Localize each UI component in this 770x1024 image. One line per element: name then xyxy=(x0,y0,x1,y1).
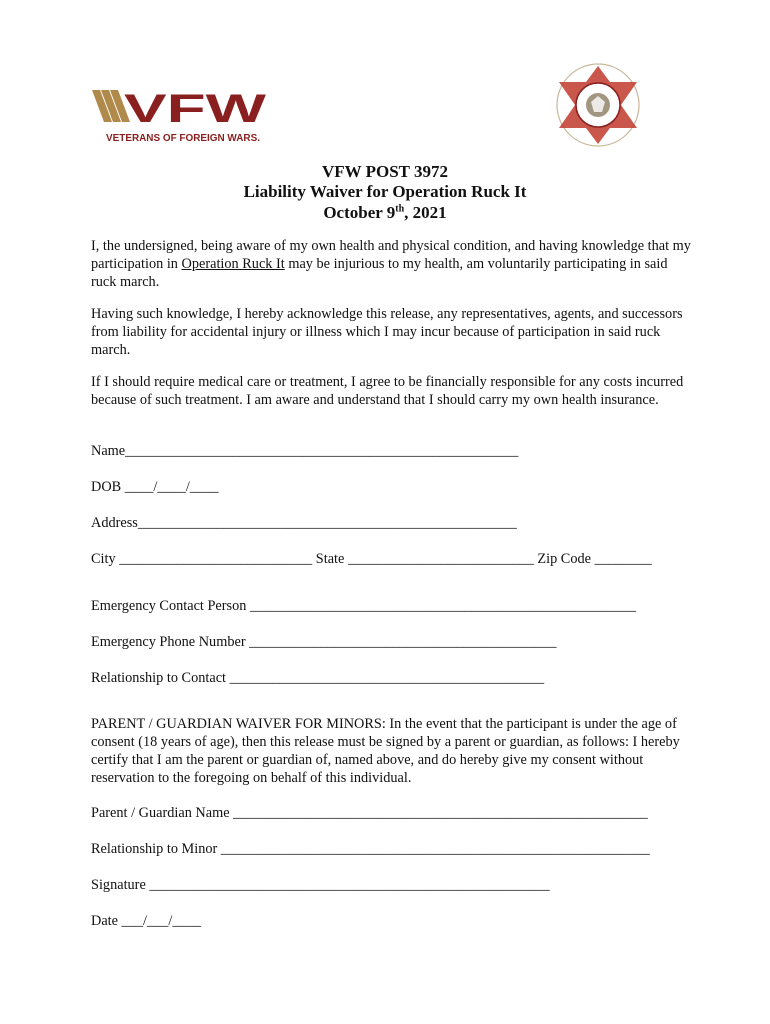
event-date-year: , 2021 xyxy=(404,203,447,222)
city-state-zip-field[interactable]: City ___________________________ State __________________________ Zip Code ________ xyxy=(91,551,652,567)
vfw-logo xyxy=(92,88,270,146)
name-field[interactable]: Name_______________________________________________________ xyxy=(91,443,519,459)
operation-name: Operation Ruck It xyxy=(181,256,285,272)
event-date-sup: th xyxy=(395,203,405,215)
date-field[interactable]: Date ___/___/____ xyxy=(91,913,201,929)
medical-paragraph: If I should require medical care or treatment, I agree to be financially responsible for any costs incurred because of such treatment. I am aware and understand that I should carry my own health insurance. xyxy=(91,374,684,408)
vfw-logo-graphic xyxy=(92,88,270,146)
minors-paragraph: PARENT / GUARDIAN WAIVER FOR MINORS: In the event that the participant is under the age of consent (18 years of age), then this release must be signed by a parent or guardian, as follows: I hereby certify that I am the parent or guardian of, named above, and do hereby give my consent without reservation to the foregoing on behalf of this individual. xyxy=(91,716,680,786)
event-date-main: October 9 xyxy=(323,203,396,222)
guardian-name-field[interactable]: Parent / Guardian Name __________________________________________________________ xyxy=(91,805,648,821)
relationship-contact-field[interactable]: Relationship to Contact ____________________________________________ xyxy=(91,670,545,686)
intro-paragraph xyxy=(91,237,691,291)
signature-field[interactable]: Signature ________________________________________________________ xyxy=(91,877,550,893)
release-paragraph: Having such knowledge, I hereby acknowledge this release, any representatives, agents, and successors from liability for accidental injury or illness which I may incur because of participation in said ruck march. xyxy=(91,306,683,358)
intro-text-a: I, the undersigned, being aware of my own health and physical condition, and having knowledge that my participation in xyxy=(91,238,691,272)
event-date xyxy=(0,203,770,223)
svg-text:VETERANS OF FOREIGN WARS.: VETERANS OF FOREIGN WARS. xyxy=(106,132,261,144)
emblem-graphic xyxy=(555,62,641,148)
emergency-phone-field[interactable]: Emergency Phone Number ___________________________________________ xyxy=(91,634,557,650)
relationship-minor-field[interactable]: Relationship to Minor ____________________________________________________________ xyxy=(91,841,650,857)
waiver-title: Liability Waiver for Operation Ruck It xyxy=(243,182,527,201)
svg-text:VFW: VFW xyxy=(124,88,267,131)
vfw-auxiliary-emblem xyxy=(555,62,641,148)
emergency-contact-field[interactable]: Emergency Contact Person ______________________________________________________ xyxy=(91,598,636,614)
intro-text-b: may be injurious to my health, am voluntarily participating in said ruck march. xyxy=(91,256,668,290)
dob-field[interactable]: DOB ____/____/____ xyxy=(91,479,219,495)
address-field[interactable]: Address_____________________________________________________ xyxy=(91,515,517,531)
post-title: VFW POST 3972 xyxy=(322,162,448,181)
